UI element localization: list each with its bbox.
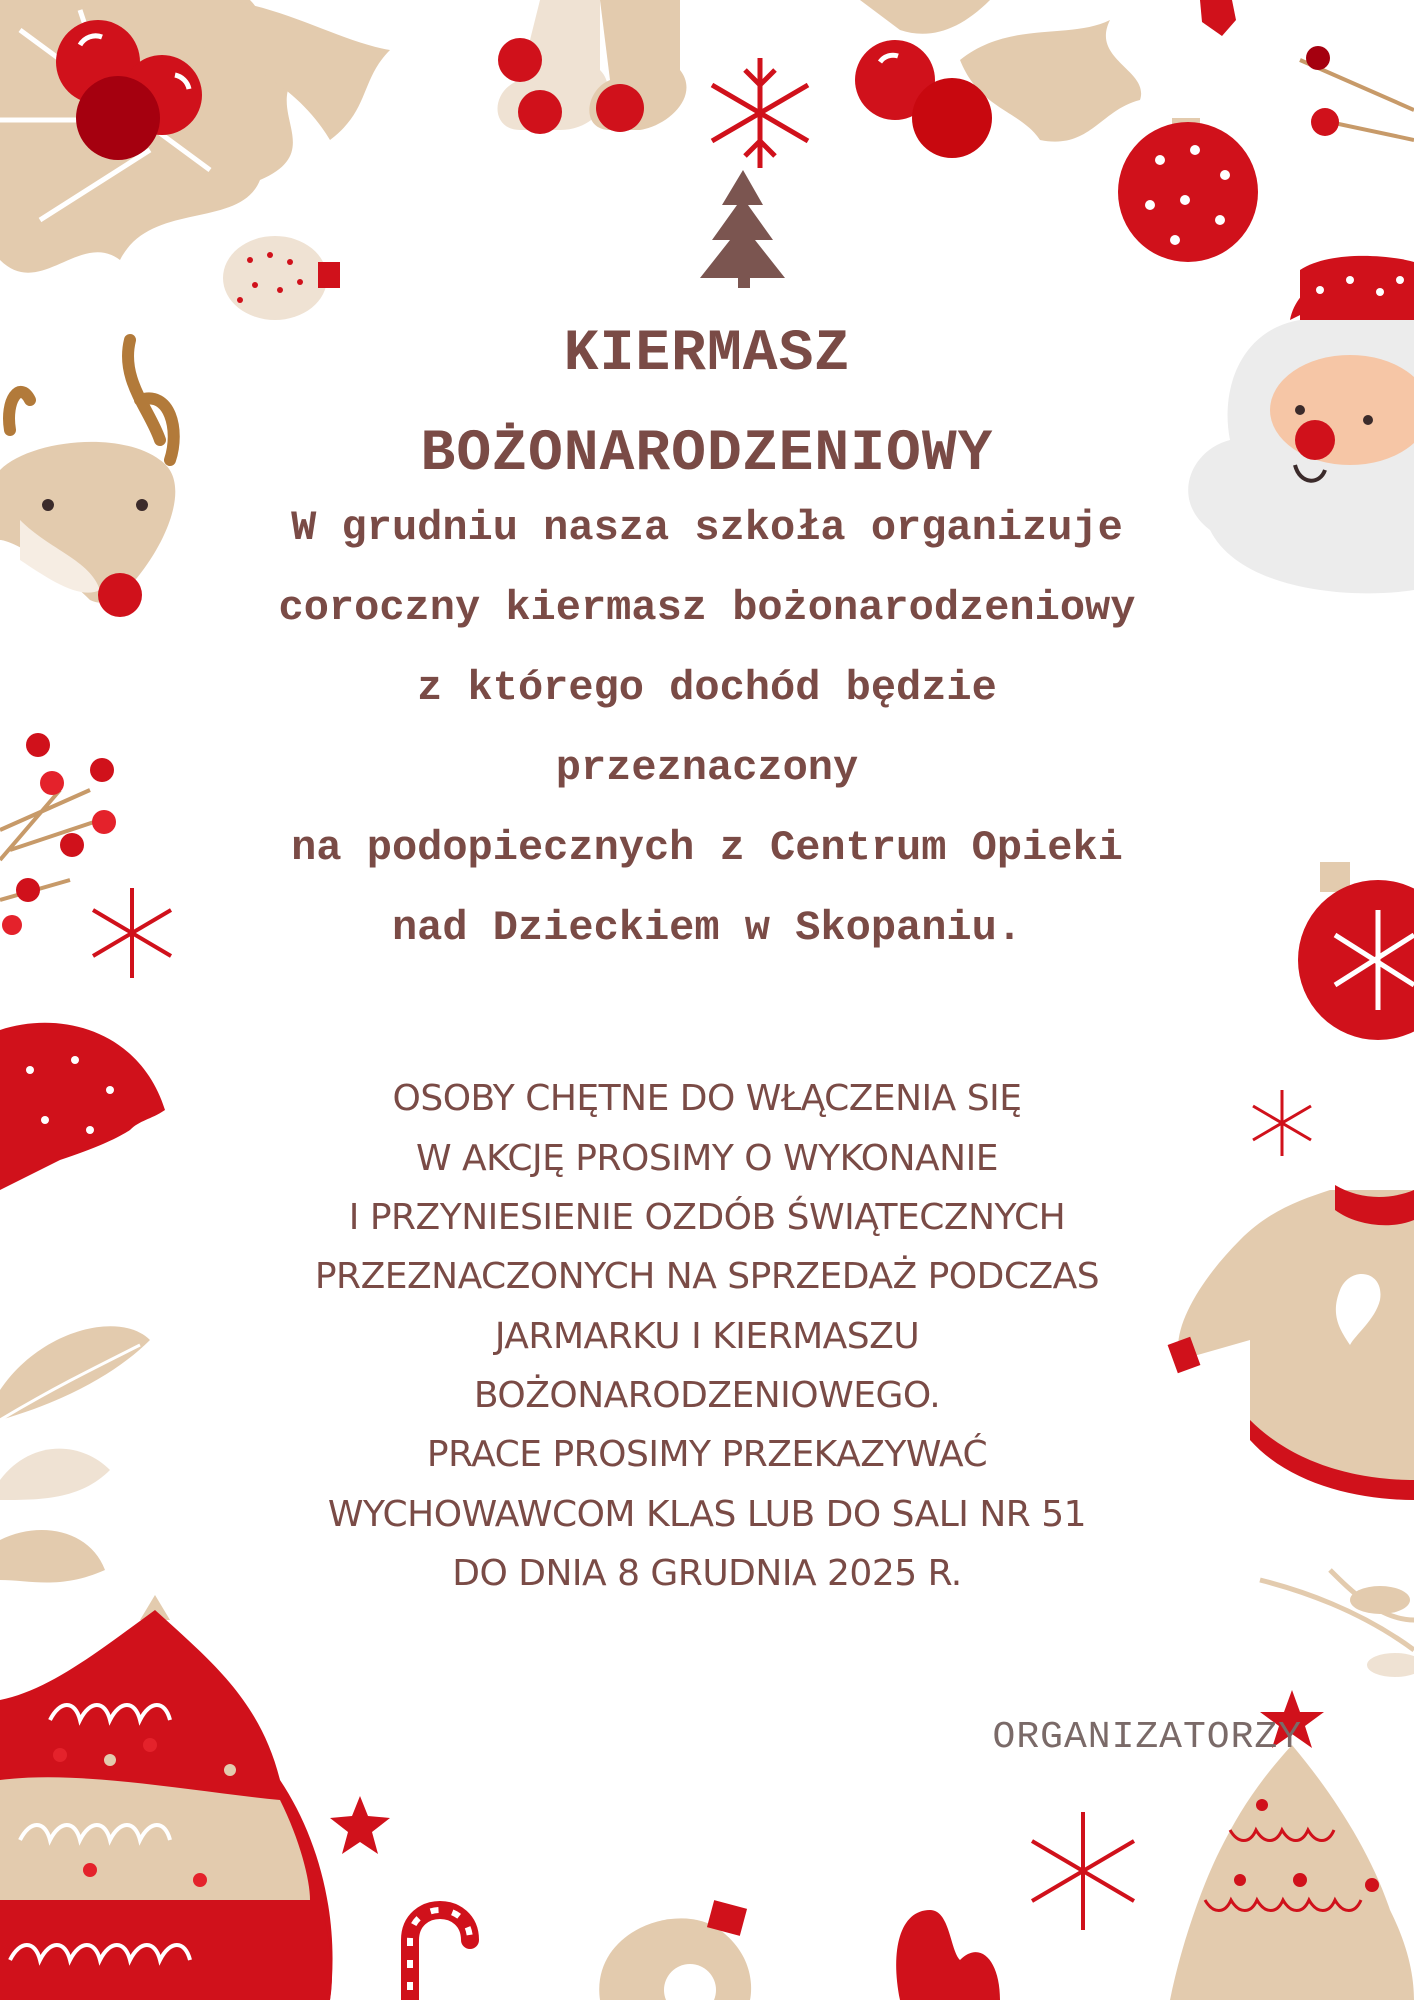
star-icon	[330, 1796, 390, 1854]
holly-berries-icon	[855, 0, 1141, 158]
title-line-1: KIERMASZ	[563, 322, 851, 387]
info-line: WYCHOWAWCOM KLAS LUB DO SALI NR 51	[327, 1494, 1087, 1535]
star-icon	[1200, 0, 1236, 36]
intro-line: przeznaczony	[555, 744, 859, 792]
info-line: JARMARKU I KIERMASZU	[494, 1316, 920, 1357]
mitten-icon	[896, 1910, 1000, 2000]
snowflake-icon	[1253, 1090, 1311, 1156]
intro-line: nad Dzieckiem w Skopaniu.	[391, 904, 1023, 952]
leaf-branch-icon	[0, 1326, 150, 1582]
info-line: W AKCJĘ PROSIMY O WYKONANIE	[416, 1138, 998, 1179]
title-line-2: BOŻONARODZENIOWY	[420, 422, 994, 487]
red-hat-icon	[0, 1023, 165, 1190]
snowflake-icon	[712, 58, 808, 168]
berry-branch-icon	[1300, 46, 1414, 140]
christmas-bauble-icon	[1118, 118, 1258, 262]
christmas-tree-icon	[700, 170, 785, 288]
christmas-bauble-icon	[599, 1900, 751, 2000]
intro-line: z którego dochód będzie	[417, 664, 997, 712]
christmas-bauble-icon	[1298, 862, 1414, 1040]
signature: ORGANIZATORZY	[992, 1716, 1302, 1759]
intro-line: na podopiecznych z Centrum Opieki	[291, 824, 1123, 872]
berry-branch-icon	[0, 733, 116, 935]
acorn-icon	[223, 236, 340, 320]
info-line: DO DNIA 8 GRUDNIA 2025 R.	[452, 1553, 962, 1594]
info-line: I PRZYNIESIENIE OZDÓB ŚWIĄTECZNYCH	[348, 1197, 1066, 1238]
holly-leaves-icon	[0, 0, 390, 273]
intro-line: coroczny kiermasz bożonarodzeniowy	[278, 584, 1136, 632]
christmas-socks-icon	[498, 0, 687, 134]
leaf-branch-icon	[1260, 1570, 1414, 1677]
info-line: PRZEZNACZONYCH NA SPRZEDAŻ PODCZAS	[314, 1256, 1100, 1297]
info-line: OSOBY CHĘTNE DO WŁĄCZENIA SIĘ	[392, 1078, 1022, 1119]
info-line: BOŻONARODZENIOWEGO.	[473, 1375, 941, 1416]
christmas-tree-icon	[0, 1595, 333, 2000]
info-line: PRACE PROSIMY PRZEKAZYWAĆ	[426, 1434, 988, 1475]
snowflake-icon	[1032, 1812, 1134, 1930]
candy-cane-icon	[410, 1910, 470, 2000]
reindeer-icon	[0, 340, 175, 617]
intro-line: W grudniu nasza szkoła organizuje	[291, 504, 1123, 552]
